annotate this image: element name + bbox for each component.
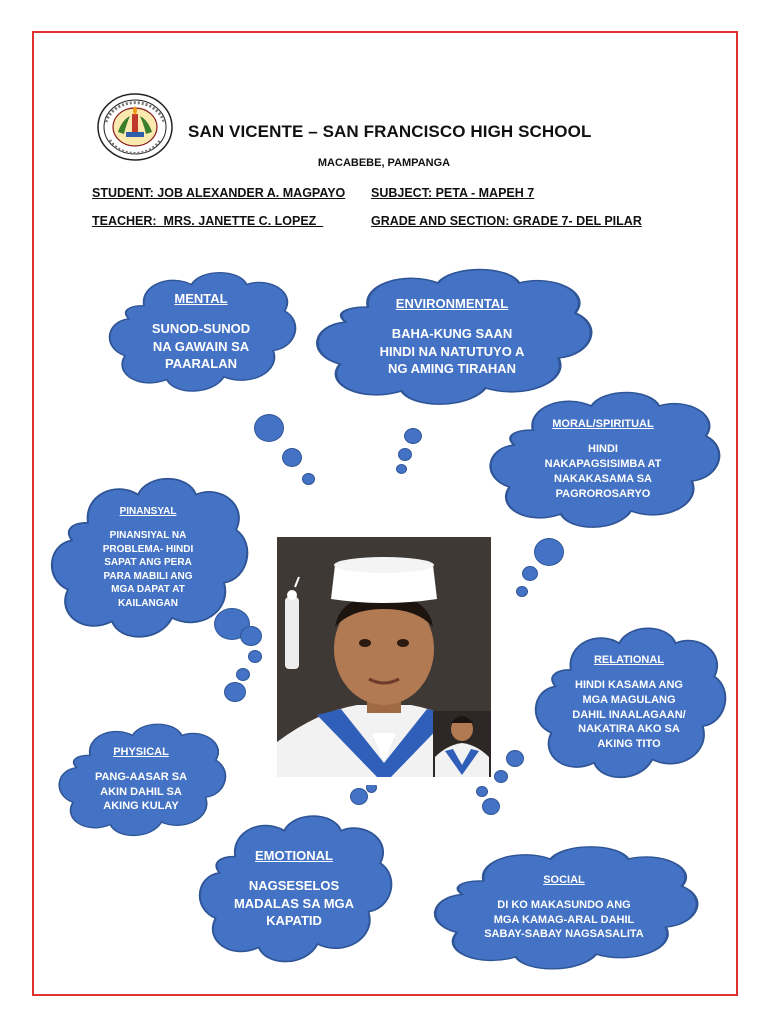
cloud-environmental-body: BAHA-KUNG SAAN HINDI NA NATUTUYO A NG AMING TIRAHAN: [379, 326, 525, 377]
school-location: MACABEBE, PAMPANGA: [317, 157, 451, 169]
thought-bubble: [240, 626, 262, 646]
student-photo: [277, 537, 491, 777]
student-name: STUDENT: JOB ALEXANDER A. MAGPAYO: [92, 186, 346, 200]
thought-bubble: [506, 750, 524, 767]
thought-bubble: [396, 464, 407, 474]
cloud-environmental-title: ENVIRONMENTAL: [395, 296, 509, 312]
cloud-social-title: SOCIAL: [543, 873, 585, 886]
school-name: SAN VICENTE – SAN FRANCISCO HIGH SCHOOL: [188, 122, 592, 141]
school-seal-logo: [96, 92, 174, 162]
cloud-emotional: [196, 808, 392, 970]
cloud-mental: [106, 266, 296, 398]
thought-bubble: [350, 788, 368, 805]
thought-bubble: [248, 650, 262, 663]
thought-bubble: [254, 414, 284, 442]
cloud-pinansyal-body: PINANSIYAL NA PROBLEMA- HINDI SAPAT ANG PERA PARA MABILI ANG MGA DAPAT AT KAILANGAN: [102, 530, 194, 609]
thought-bubble: [302, 473, 315, 485]
thought-bubble: [224, 682, 246, 702]
thought-bubble: [236, 668, 250, 681]
cloud-relational: [532, 620, 726, 786]
grade-section: GRADE AND SECTION: GRADE 7- DEL PILAR: [371, 214, 642, 228]
thought-bubble: [534, 538, 564, 566]
cloud-social: [430, 840, 698, 976]
thought-bubble: [282, 448, 302, 467]
thought-bubble: [476, 786, 488, 797]
thought-bubble: [494, 770, 508, 783]
cloud-moral-spiritual: [486, 385, 720, 535]
cloud-relational-body: HINDI KASAMA ANG MGA MAGULANG DAHIL INAALAGAAN/ NAKATIRA AKO SA AKING TITO: [572, 678, 686, 751]
thought-bubble: [398, 448, 412, 461]
cloud-mental-title: MENTAL: [174, 291, 228, 307]
cloud-moral-title: MORAL/SPIRITUAL: [552, 418, 654, 431]
thought-bubble: [516, 586, 528, 597]
thought-bubble: [522, 566, 538, 581]
subject-label: SUBJECT: PETA - MAPEH 7: [371, 186, 535, 200]
cloud-mental-body: SUNOD-SUNOD NA GAWAIN SA PAARALAN: [151, 321, 251, 372]
cloud-physical-body: PANG-AASAR SA AKIN DAHIL SA AKING KULAY: [94, 770, 188, 813]
cloud-emotional-title: EMOTIONAL: [255, 848, 333, 864]
teacher-name: TEACHER: MRS. JANETTE C. LOPEZ: [92, 214, 324, 228]
cloud-physical-title: PHYSICAL: [113, 745, 169, 758]
cloud-moral-body: HINDI NAKAPAGSISIMBA AT NAKAKASAMA SA PAGROROSARYO: [544, 443, 662, 500]
thought-bubble: [404, 428, 422, 444]
cloud-emotional-body: NAGSESELOS MADALAS SA MGA KAPATID: [233, 878, 355, 929]
cloud-social-body: DI KO MAKASUNDO ANG MGA KAMAG-ARAL DAHIL SABAY-SABAY NAGSASALITA: [484, 898, 644, 941]
thought-bubble: [482, 798, 500, 815]
cloud-relational-title: RELATIONAL: [593, 653, 665, 666]
cloud-pinansyal-title: PINANSYAL: [119, 506, 177, 517]
